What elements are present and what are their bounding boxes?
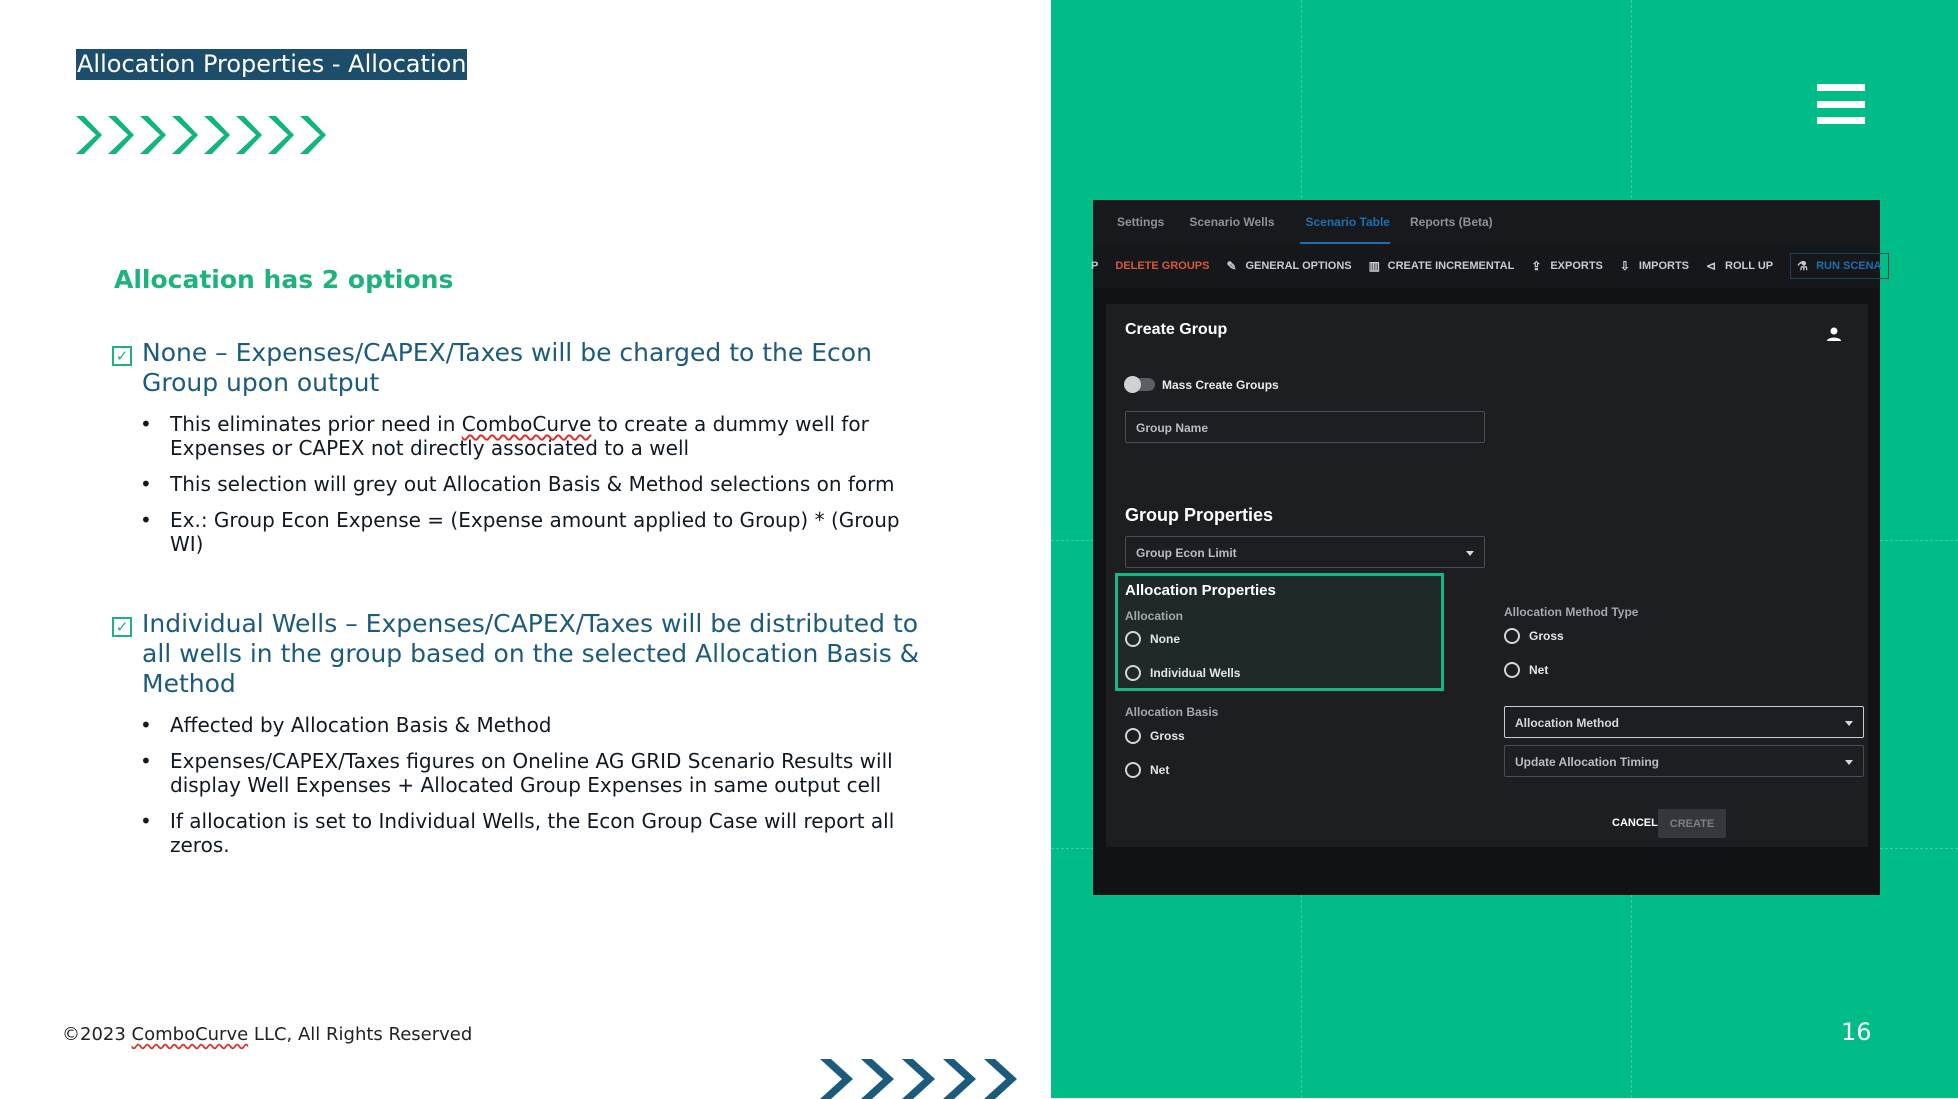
general-options-button[interactable]	[1226, 260, 1351, 272]
tab-bar	[1093, 200, 1880, 244]
radio-label: None	[1150, 632, 1180, 646]
toolbar-button-truncated[interactable]	[1091, 260, 1098, 272]
tab-scenario-table[interactable]: Scenario Table	[1300, 200, 1390, 244]
group-econ-limit-value: Group Econ Limit	[1136, 546, 1237, 560]
option-individual-wells	[112, 609, 932, 869]
radio-label: Net	[1150, 763, 1170, 777]
scenario-toolbar	[1093, 244, 1880, 288]
toolbar-button-label: P	[1091, 260, 1099, 272]
create-group-dialog	[1106, 304, 1868, 847]
radio-label: Gross	[1529, 629, 1564, 643]
toolbar-button-label: GENERAL OPTIONS	[1245, 260, 1352, 272]
allocation-none-radio[interactable]	[1125, 631, 1180, 647]
chevron-right-icon	[859, 1059, 894, 1099]
group-properties-title: Group Properties	[1125, 505, 1274, 525]
bullet-item: • Ex.: Group Econ Expense = (Expense amount applied to Group) * (Group WI)	[140, 508, 932, 556]
tab-scenario-wells[interactable]: Scenario Wells	[1189, 215, 1275, 229]
caret-down-icon	[1845, 760, 1853, 765]
chevron-divider-top	[74, 114, 326, 156]
import-icon: ⇩	[1619, 259, 1630, 273]
radio-circle-icon	[1504, 628, 1520, 644]
chevron-right-icon	[234, 114, 262, 156]
mass-create-toggle[interactable]	[1125, 378, 1155, 391]
radio-circle-icon	[1125, 631, 1141, 647]
allocation-method-type-label: Allocation Method Type	[1504, 605, 1639, 619]
imports-button[interactable]	[1620, 260, 1689, 272]
page-number: 16	[1841, 1018, 1872, 1046]
run-scenario-button[interactable]	[1790, 253, 1888, 279]
bullet-item: • Affected by Allocation Basis & Method	[140, 713, 932, 737]
basis-gross-radio[interactable]	[1125, 728, 1185, 744]
radio-circle-icon	[1125, 665, 1141, 681]
exports-button[interactable]	[1531, 260, 1603, 272]
radio-label: Gross	[1150, 729, 1185, 743]
bullet-item: • If allocation is set to Individual Wells, the Econ Group Case will report all zeros.	[140, 809, 932, 857]
spellcheck-word: ComboCurve	[461, 412, 592, 436]
checkbox-icon: ✓	[112, 617, 132, 637]
option-heading	[112, 609, 932, 699]
radio-label: Individual Wells	[1150, 666, 1241, 680]
caret-down-icon	[1845, 721, 1853, 726]
bullet-list	[140, 412, 932, 556]
dialog-title: Create Group	[1125, 321, 1228, 338]
toolbar-button-label: DELETE GROUPS	[1115, 260, 1210, 272]
checkbox-icon: ✓	[112, 346, 132, 366]
mass-create-label: Mass Create Groups	[1162, 378, 1279, 392]
chevron-right-icon	[818, 1059, 853, 1099]
toolbar-button-label: IMPORTS	[1638, 260, 1690, 272]
group-name-placeholder: Group Name	[1136, 421, 1209, 435]
slide-title: Allocation Properties - Allocation	[77, 50, 467, 78]
option-heading-text: Individual Wells – Expenses/CAPEX/Taxes will be distributed to all wells in the group based on the selected Allocation Basis & Method	[142, 609, 920, 698]
chevron-right-icon	[106, 114, 134, 156]
tab-reports[interactable]: Reports (Beta)	[1409, 215, 1493, 229]
caret-down-icon	[1466, 551, 1474, 556]
spellcheck-word: ComboCurve	[131, 1024, 249, 1045]
chart-icon: ▥	[1368, 259, 1380, 273]
chevron-right-icon	[900, 1059, 935, 1099]
create-incremental-button[interactable]	[1369, 260, 1515, 272]
export-icon: ⇪	[1531, 259, 1542, 273]
roll-up-button[interactable]	[1706, 260, 1773, 272]
chevron-right-icon	[941, 1059, 976, 1099]
flask-icon: ⚗	[1797, 259, 1808, 273]
radio-circle-icon	[1125, 762, 1141, 778]
copyright-footer: ©2023 ComboCurve LLC, All Rights Reserved	[62, 1024, 473, 1045]
hamburger-menu-icon[interactable]	[1817, 84, 1865, 124]
toolbar-button-label: EXPORTS	[1550, 260, 1603, 272]
update-allocation-timing-value: Update Allocation Timing	[1515, 755, 1660, 769]
create-button[interactable]: CREATE	[1658, 809, 1726, 838]
app-screenshot	[1093, 200, 1880, 895]
radio-circle-icon	[1125, 728, 1141, 744]
background-table-edge	[1093, 304, 1105, 724]
chevron-right-icon	[982, 1059, 1017, 1099]
update-allocation-timing-select[interactable]	[1504, 745, 1864, 777]
wrench-icon: ✎	[1226, 259, 1237, 273]
basis-net-radio[interactable]	[1125, 762, 1169, 778]
chevron-right-icon	[138, 114, 166, 156]
allocation-label: Allocation	[1125, 609, 1184, 623]
option-heading-text: None – Expenses/CAPEX/Taxes will be charged to the Econ Group upon output	[142, 338, 872, 397]
radio-label: Net	[1529, 663, 1549, 677]
toolbar-button-label: ROLL UP	[1725, 260, 1774, 272]
method-type-gross-radio[interactable]	[1504, 628, 1564, 644]
section-heading: Allocation has 2 options	[114, 265, 454, 294]
bullet-item: • Expenses/CAPEX/Taxes figures on Oneline AG GRID Scenario Results will display Well Expenses + Allocated Group Expenses in same output cell	[140, 749, 932, 797]
allocation-method-select[interactable]	[1504, 706, 1864, 738]
toolbar-button-label: RUN SCENA	[1816, 260, 1882, 272]
option-none	[112, 338, 932, 568]
tab-settings[interactable]: Settings	[1117, 215, 1165, 229]
option-heading	[112, 338, 932, 398]
allocation-basis-label: Allocation Basis	[1125, 705, 1219, 719]
bullet-item: • This eliminates prior need in ComboCurve to create a dummy well for Expenses or CAPEX not directly associated to a well	[140, 412, 932, 460]
background-table-edge	[1868, 304, 1880, 724]
cancel-button[interactable]: CANCEL	[1612, 817, 1658, 829]
chevron-right-icon	[266, 114, 294, 156]
allocation-properties-highlight	[1115, 573, 1444, 691]
delete-groups-button[interactable]	[1115, 260, 1209, 272]
group-name-input[interactable]	[1125, 411, 1485, 443]
radio-circle-icon	[1504, 662, 1520, 678]
user-icon[interactable]	[1826, 326, 1842, 342]
bullet-list	[140, 713, 932, 857]
toolbar-button-label: CREATE INCREMENTAL	[1387, 260, 1515, 272]
chevron-right-icon	[74, 114, 102, 156]
allocation-individual-wells-radio[interactable]	[1125, 665, 1240, 681]
chevron-right-icon	[170, 114, 198, 156]
chevron-right-icon	[202, 114, 230, 156]
group-econ-limit-select[interactable]	[1125, 536, 1485, 568]
method-type-net-radio[interactable]	[1504, 662, 1548, 678]
chevron-right-icon	[298, 114, 326, 156]
bullet-item: • This selection will grey out Allocation Basis & Method selections on form	[140, 472, 932, 496]
tag-icon: ⊲	[1706, 259, 1717, 273]
allocation-properties-title: Allocation Properties	[1125, 582, 1276, 599]
chevron-divider-bottom	[818, 1059, 1017, 1099]
allocation-method-value: Allocation Method	[1515, 716, 1619, 730]
